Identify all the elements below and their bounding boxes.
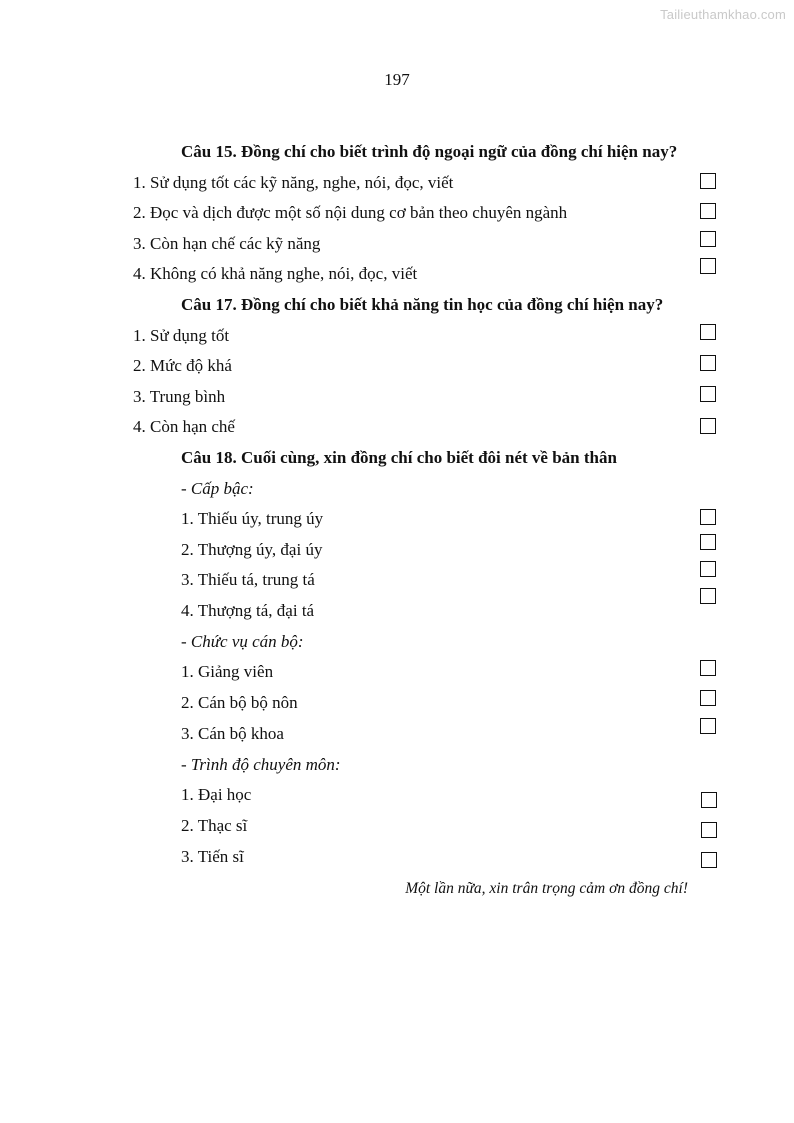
question-18-title: Câu 18. Cuối cùng, xin đồng chí cho biết đôi nét về bản thân <box>181 448 617 467</box>
rank-option-4-checkbox[interactable] <box>700 588 716 604</box>
closing-thanks: Một lần nữa, xin trân trọng cảm ơn đồng chí! <box>405 880 688 897</box>
position-option-2: 2. Cán bộ bộ nôn <box>181 693 298 712</box>
rank-option-4: 4. Thượng tá, đại tá <box>181 601 315 620</box>
q15-option-1: 1. Sử dụng tốt các kỹ năng, nghe, nói, đọc, viết <box>133 173 454 192</box>
degree-option-2-checkbox[interactable] <box>701 822 717 838</box>
rank-option-2-checkbox[interactable] <box>700 534 716 550</box>
q15-option-1-checkbox[interactable] <box>700 173 716 189</box>
position-option-2-checkbox[interactable] <box>700 690 716 706</box>
degree-option-1-checkbox[interactable] <box>701 792 717 808</box>
q15-option-2-checkbox[interactable] <box>700 203 716 219</box>
degree-option-3-checkbox[interactable] <box>701 852 717 868</box>
q15-option-4-checkbox[interactable] <box>700 258 716 274</box>
q17-option-3: 3. Trung bình <box>133 387 226 406</box>
page-number: 197 <box>384 70 410 89</box>
rank-option-3-checkbox[interactable] <box>700 561 716 577</box>
rank-heading: - Cấp bậc: <box>181 479 254 498</box>
question-15-title: Câu 15. Đồng chí cho biết trình độ ngoại ngữ của đồng chí hiện nay? <box>181 142 678 161</box>
position-heading: - Chức vụ cán bộ: <box>181 632 304 651</box>
q17-option-2-checkbox[interactable] <box>700 355 716 371</box>
q15-option-2: 2. Đọc và dịch được một số nội dung cơ bản theo chuyên ngành <box>133 203 568 222</box>
degree-option-2: 2. Thạc sĩ <box>181 816 248 835</box>
q17-option-4-checkbox[interactable] <box>700 418 716 434</box>
degree-option-1: 1. Đại học <box>181 785 252 804</box>
q15-option-4: 4. Không có khả năng nghe, nói, đọc, viết <box>133 264 418 283</box>
rank-option-1-checkbox[interactable] <box>700 509 716 525</box>
q15-option-3: 3. Còn hạn chế các kỹ năng <box>133 234 321 253</box>
q17-option-3-checkbox[interactable] <box>700 386 716 402</box>
q17-option-1: 1. Sử dụng tốt <box>133 326 230 345</box>
degree-heading: - Trình độ chuyên môn: <box>181 755 341 774</box>
rank-option-2: 2. Thượng úy, đại úy <box>181 540 323 559</box>
q17-option-2: 2. Mức độ khá <box>133 356 232 375</box>
q17-option-4: 4. Còn hạn chế <box>133 417 235 436</box>
position-option-1: 1. Giảng viên <box>181 662 274 681</box>
degree-option-3: 3. Tiến sĩ <box>181 847 244 866</box>
watermark: Tailieuthamkhao.com <box>660 7 786 22</box>
position-option-3: 3. Cán bộ khoa <box>181 724 284 743</box>
position-option-1-checkbox[interactable] <box>700 660 716 676</box>
question-17-title: Câu 17. Đồng chí cho biết khả năng tin học của đồng chí hiện nay? <box>181 295 664 314</box>
q17-option-1-checkbox[interactable] <box>700 324 716 340</box>
position-option-3-checkbox[interactable] <box>700 718 716 734</box>
rank-option-1: 1. Thiếu úy, trung úy <box>181 509 324 528</box>
q15-option-3-checkbox[interactable] <box>700 231 716 247</box>
rank-option-3: 3. Thiếu tá, trung tá <box>181 570 315 589</box>
